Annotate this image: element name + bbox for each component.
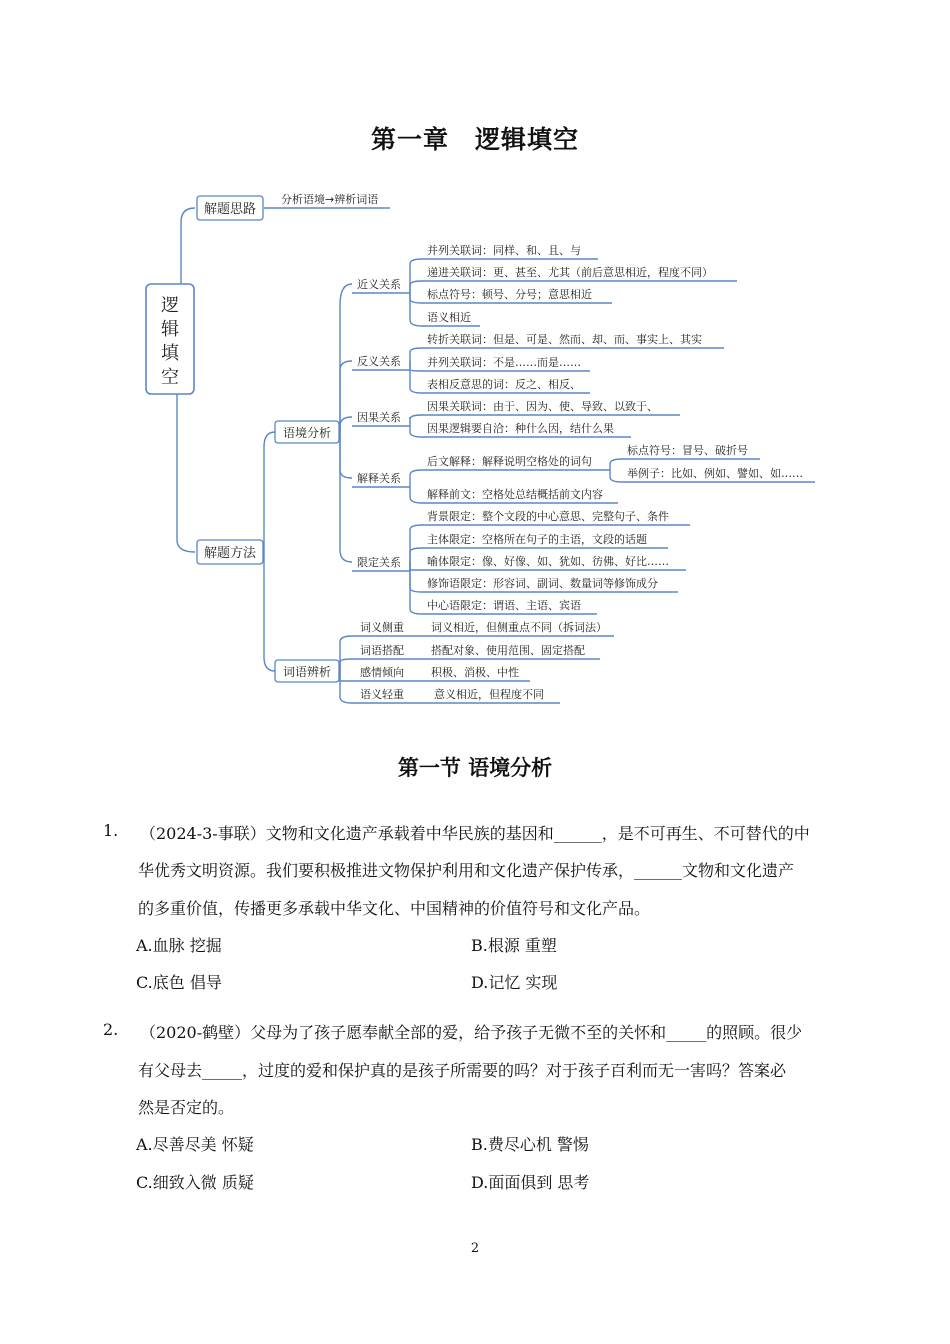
- option-c: C.细致入微 质疑: [136, 1173, 254, 1192]
- question-line: 的多重价值，传播更多承载中华文化、中国精神的价值符号和文化产品。: [138, 899, 651, 918]
- option-a: A.尽善尽美 怀疑: [136, 1135, 254, 1154]
- bianxi-label: 词语搭配: [360, 644, 404, 657]
- relation-jinyi: 近义关系: [357, 278, 401, 291]
- question-number: 1.: [103, 821, 119, 840]
- mindmap-leaf: 喻体限定：像、好像、如、犹如、彷佛、好比……: [427, 555, 669, 568]
- chapter-title: 第一章 逻辑填空: [370, 125, 579, 154]
- question-line: 有父母去_____，过度的爱和保护真的是孩子所需要的吗？对于孩子百利而无一害吗？答案必: [138, 1061, 787, 1080]
- branch-jieti-fangfa: 解题方法: [203, 546, 257, 561]
- bianxi-detail: 搭配对象、使用范围、固定搭配: [431, 644, 585, 657]
- bianxi-label: 词义侧重: [360, 621, 404, 634]
- mindmap-leaf: 并列关联词：不是……而是……: [427, 356, 581, 369]
- mindmap-leaf: 标点符号：冒号、破折号: [627, 444, 748, 457]
- root-char: 辑: [161, 319, 179, 340]
- relation-xianding: 限定关系: [357, 556, 401, 569]
- mindmap-leaf: 并列关联词：同样、和、且、与: [427, 244, 581, 257]
- mindmap-leaf: 转折关联词：但是、可是、然而、却、而、事实上、其实: [427, 333, 702, 346]
- mindmap-leaf: 表相反意思的词：反之、相反、: [427, 378, 581, 391]
- root-char: 逻: [161, 295, 179, 316]
- relation-yinguo: 因果关系: [357, 411, 401, 424]
- bianxi-detail: 词义相近，但侧重点不同（拆词法）: [431, 621, 607, 634]
- mindmap-leaf: 语义相近: [427, 311, 471, 324]
- jieti-silu-detail: 分析语境→辨析词语: [281, 193, 379, 206]
- mindmap-leaf: 递进关联词：更、甚至、尤其（前后意思相近，程度不同）: [427, 266, 713, 279]
- question-line: （2024-3-事联）文物和文化遗产承载着中华民族的基因和______，是不可再生、不可替代的中: [140, 824, 810, 843]
- mindmap-leaf: 解释前文：空格处总结概括前文内容: [427, 488, 603, 501]
- bianxi-label: 语义轻重: [360, 688, 404, 701]
- option-b: B.根源 重塑: [471, 936, 557, 955]
- branch-jieti-silu: 解题思路: [203, 202, 257, 217]
- mindmap-leaf: 因果关联词：由于、因为、使、导致、以致于、: [427, 400, 658, 413]
- branch-ciyu-bianxi: 词语辨析: [282, 665, 332, 679]
- option-a: A.血脉 挖掘: [136, 936, 222, 955]
- question-number: 2.: [103, 1020, 119, 1039]
- option-d: D.面面俱到 思考: [471, 1173, 590, 1192]
- mindmap-leaf: 因果逻辑要自洽：种什么因，结什么果: [427, 422, 614, 435]
- option-d: D.记忆 实现: [471, 973, 558, 992]
- root-char: 填: [161, 343, 179, 364]
- mindmap-leaf: 背景限定：整个文段的中心意思、完整句子、条件: [427, 510, 669, 523]
- bianxi-detail: 意义相近，但程度不同: [434, 688, 544, 701]
- page-number: 2: [470, 1241, 480, 1256]
- mindmap-leaf: 中心语限定：谓语、主语、宾语: [427, 599, 581, 612]
- branch-yujing-fenxi: 语境分析: [282, 426, 332, 440]
- mindmap-leaf: 标点符号：顿号、分号；意思相近: [427, 288, 592, 301]
- relation-fanyi: 反义关系: [357, 355, 401, 368]
- option-b: B.费尽心机 警惕: [471, 1135, 589, 1154]
- question-line: 华优秀文明资源。我们要积极推进文物保护利用和文化遗产保护传承，______文物和文化遗产: [138, 861, 795, 880]
- question-line: （2020-鹤壁）父母为了孩子愿奉献全部的爱，给予孩子无微不至的关怀和_____的照顾。很少: [140, 1023, 803, 1042]
- relation-jieshi: 解释关系: [357, 472, 401, 485]
- bianxi-label: 感情倾向: [360, 666, 404, 679]
- root-char: 空: [161, 367, 179, 388]
- mindmap-leaf: 后文解释：解释说明空格处的词句: [427, 455, 592, 468]
- mindmap-leaf: 举例子：比如、例如、譬如、如……: [627, 467, 803, 480]
- mindmap-leaf: 修饰语限定：形容词、副词、数量词等修饰成分: [427, 577, 658, 590]
- option-c: C.底色 倡导: [136, 973, 222, 992]
- section-title: 第一节 语境分析: [397, 756, 553, 780]
- bianxi-detail: 积极、消极、中性: [431, 666, 519, 679]
- question-line: 然是否定的。: [138, 1098, 235, 1117]
- mindmap-leaf: 主体限定：空格所在句子的主语，文段的话题: [427, 533, 647, 546]
